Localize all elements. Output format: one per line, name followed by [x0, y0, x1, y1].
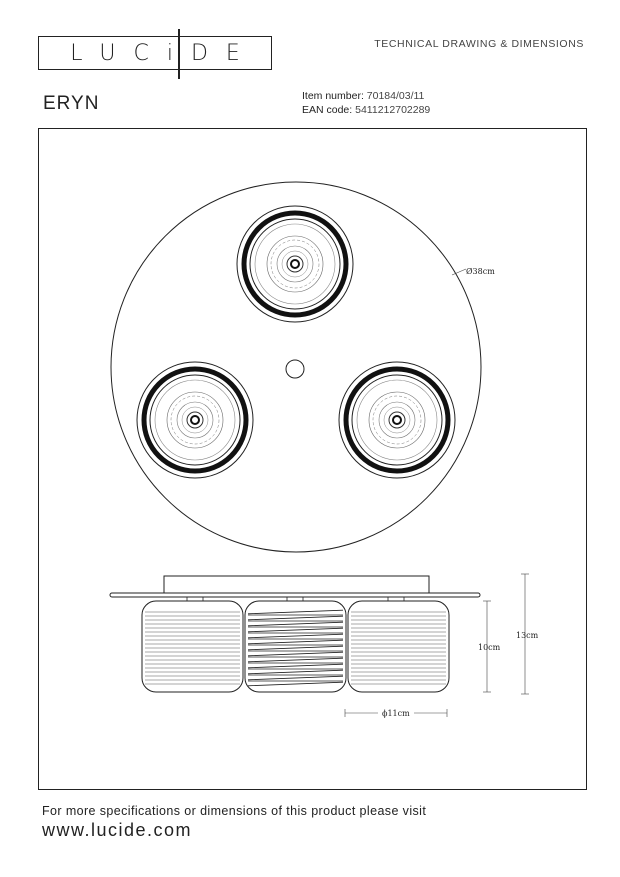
product-name: ERYN [43, 93, 100, 114]
shade-left [142, 601, 243, 692]
spot-right [339, 362, 455, 478]
plate-diameter-label: Ø38cm [466, 267, 495, 276]
item-number-value: 70184/03/11 [366, 90, 425, 102]
base-plate-side-view [110, 593, 480, 597]
spot-top [237, 206, 353, 322]
ean-label: EAN code: [302, 104, 353, 116]
logo-text: LUCiDE [70, 40, 258, 66]
spot-left [137, 362, 253, 478]
shade-height-label: 10cm [478, 643, 501, 652]
document-type-title: TECHNICAL DRAWING & DIMENSIONS [374, 38, 584, 50]
total-height-label: 13cm [516, 631, 539, 640]
diameter-leader-line [452, 269, 466, 275]
ceiling-canopy [164, 576, 429, 593]
shade-right [348, 601, 449, 692]
ean-value: 5411212702289 [355, 104, 431, 116]
shade-diameter-label: ϕ11cm [382, 709, 410, 718]
item-number-label: Item number: [302, 90, 364, 102]
mounting-hole [286, 360, 304, 378]
website-link[interactable]: www.lucide.com [42, 820, 193, 840]
footer-note: For more specifications or dimensions of this product please visit [42, 804, 427, 818]
